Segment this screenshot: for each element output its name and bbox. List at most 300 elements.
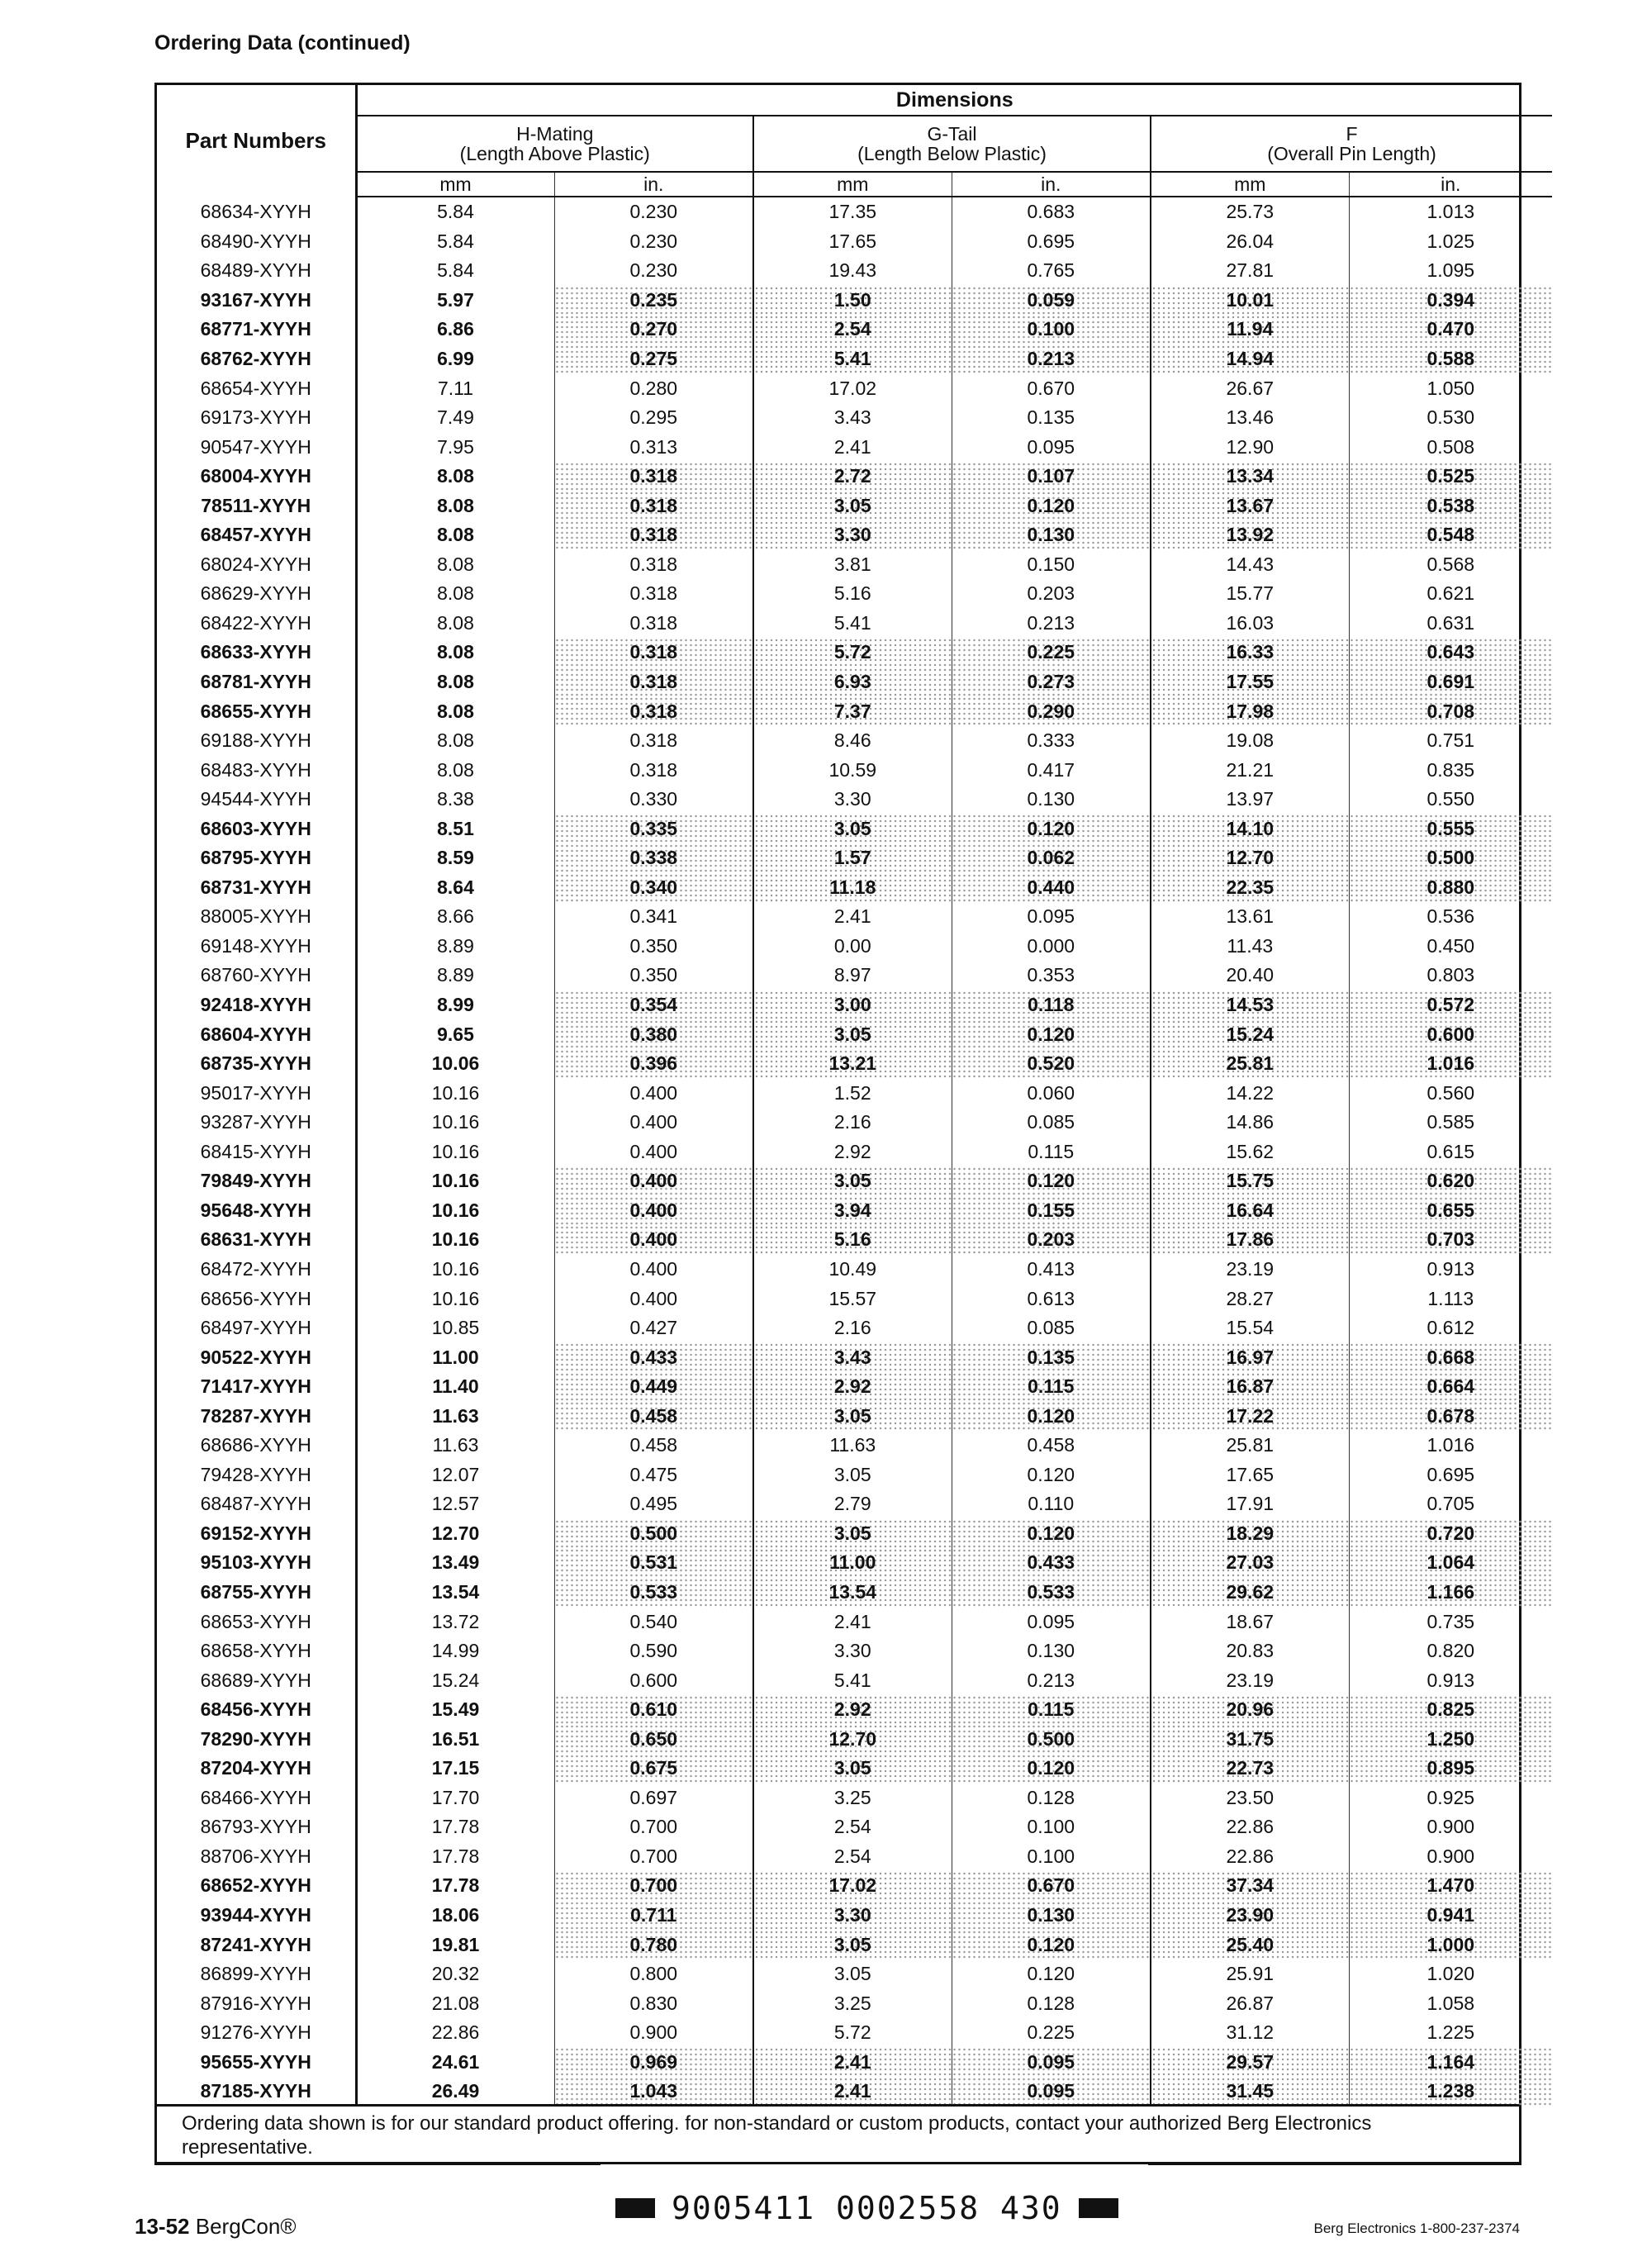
table-row [157,1313,1552,1343]
g-tail-mm-cell: 2.41 [753,2077,952,2107]
part-number-cell: 68629-XYYH [157,579,356,609]
g-tail-mm-cell: 3.05 [753,1166,952,1196]
g-tail-mm-cell: 3.25 [753,1784,952,1813]
h-mating-mm-cell: 8.08 [356,462,554,492]
f-length-mm-cell: 10.01 [1151,286,1349,316]
h-mating-in-cell: 0.900 [554,2018,753,2048]
table-row [157,2077,1552,2107]
part-number-cell: 90547-XYYH [157,432,356,462]
g-tail-mm-cell: 17.02 [753,373,952,403]
f-length-in-cell: 1.025 [1427,230,1475,252]
f-overall-header [1151,116,1552,172]
table-row [157,1959,1552,1989]
g-tail-mm-cell: 3.30 [753,1636,952,1666]
g-tail-in-cell: 0.433 [952,1548,1151,1578]
h-mating-mm-cell: 19.81 [356,1930,554,1959]
f-length-in-cell: 0.751 [1427,729,1475,752]
h-mating-in-cell: 0.533 [554,1578,753,1608]
h-mating-mm-cell: 13.54 [356,1578,554,1608]
unit-header: in. [1349,172,1552,197]
g-tail-mm-cell: 3.94 [753,1196,952,1226]
h-mating-in-cell: 0.540 [554,1607,753,1636]
table-row [157,1019,1552,1049]
g-tail-in-cell: 0.225 [952,2018,1151,2048]
g-tail-mm-cell: 2.41 [753,902,952,932]
g-tail-mm-cell: 2.16 [753,1108,952,1138]
f-length-in-cell: 0.705 [1427,1493,1475,1515]
table-row [157,256,1552,286]
part-number-cell: 68415-XYYH [157,1138,356,1167]
g-tail-in-cell: 0.290 [952,696,1151,726]
g-tail-mm-cell: 5.72 [753,638,952,667]
f-length-mm-cell: 29.57 [1151,2047,1349,2077]
h-mating-mm-cell: 11.63 [356,1431,554,1461]
table-row [157,1695,1552,1725]
f-length-mm-cell: 11.43 [1151,932,1349,962]
h-mating-mm-cell: 5.97 [356,286,554,316]
h-mating-mm-cell: 8.08 [356,667,554,697]
f-length-mm-cell: 15.54 [1151,1313,1349,1343]
f-length-mm-cell: 25.73 [1151,197,1349,227]
h-mating-mm-cell: 10.16 [356,1166,554,1196]
f-length-in-cell: 0.703 [1349,1225,1552,1255]
f-length-in-cell: 0.941 [1349,1901,1552,1931]
f-length-mm-cell: 28.27 [1151,1284,1349,1313]
h-mating-mm-cell: 7.11 [356,373,554,403]
table-body [157,197,1552,2107]
table-row [157,609,1552,639]
h-mating-mm-cell: 10.16 [356,1138,554,1167]
table-row [157,814,1552,843]
h-mating-in-cell: 0.318 [554,726,753,756]
f-length-mm-cell: 14.53 [1151,990,1349,1020]
g-tail-mm-cell: 8.46 [753,726,952,756]
part-number-cell: 79849-XYYH [157,1166,356,1196]
table-row [157,1724,1552,1754]
f-length-in-cell: 0.900 [1427,1845,1475,1867]
g-tail-in-cell: 0.695 [952,227,1151,257]
g-tail-mm-cell: 3.43 [753,1342,952,1372]
g-tail-in-cell: 0.095 [952,902,1151,932]
h-mating-mm-cell: 8.38 [356,785,554,815]
part-number-cell: 87916-XYYH [157,1988,356,2018]
f-length-mm-cell: 14.10 [1151,814,1349,843]
f-length-mm-cell: 25.81 [1151,1049,1349,1079]
h-mating-mm-cell: 11.40 [356,1372,554,1402]
f-length-in-cell: 1.113 [1427,1287,1474,1309]
f-length-mm-cell: 26.04 [1151,227,1349,257]
f-length-in-cell: 0.525 [1349,462,1552,492]
f-length-mm-cell: 31.75 [1151,1724,1349,1754]
page-footer-left [135,2214,297,2240]
g-tail-mm-cell: 3.25 [753,1988,952,2018]
part-number-cell: 68024-XYYH [157,550,356,580]
h-mating-mm-cell: 6.86 [356,315,554,344]
h-mating-mm-cell: 8.08 [356,579,554,609]
group-title: G-Tail [927,123,977,145]
part-number-cell: 95655-XYYH [157,2047,356,2077]
h-mating-in-cell: 0.458 [554,1431,753,1461]
g-tail-in-cell: 0.120 [952,1959,1151,1989]
g-tail-in-cell: 0.100 [952,1842,1151,1872]
g-tail-in-cell: 0.095 [952,2047,1151,2077]
part-number-cell: 88706-XYYH [157,1842,356,1872]
f-length-mm-cell: 11.94 [1151,315,1349,344]
f-length-mm-cell: 15.62 [1151,1138,1349,1167]
table-row [157,1049,1552,1079]
f-length-mm-cell: 13.97 [1151,785,1349,815]
h-mating-in-cell: 0.275 [554,344,753,374]
f-length-mm-cell: 23.19 [1151,1255,1349,1285]
h-mating-in-cell: 0.697 [554,1784,753,1813]
unit-header: mm [753,172,952,197]
f-length-mm-cell: 22.86 [1151,1842,1349,1872]
f-length-in-cell: 0.394 [1349,286,1552,316]
table-row [157,932,1552,962]
f-length-in-cell: 0.825 [1349,1695,1552,1725]
part-number-cell: 68487-XYYH [157,1489,356,1519]
table-row [157,315,1552,344]
group-subtitle: (Overall Pin Length) [1267,143,1436,164]
part-numbers-header: Part Numbers [157,85,356,197]
f-length-mm-cell: 16.33 [1151,638,1349,667]
h-mating-in-cell: 0.711 [554,1901,753,1931]
f-length-in-cell: 0.538 [1349,491,1552,520]
h-mating-in-cell: 0.449 [554,1372,753,1402]
part-number-cell: 93944-XYYH [157,1901,356,1931]
g-tail-in-cell: 0.095 [952,432,1151,462]
part-number-cell: 68497-XYYH [157,1313,356,1343]
table-row [157,1754,1552,1784]
g-tail-in-cell: 0.135 [952,1342,1151,1372]
table-row [157,491,1552,520]
part-number-cell: 95648-XYYH [157,1196,356,1226]
h-mating-mm-cell: 16.51 [356,1724,554,1754]
h-mating-in-cell: 0.354 [554,990,753,1020]
table-row [157,1431,1552,1461]
f-length-in-cell: 1.050 [1427,377,1475,399]
part-number-cell: 68656-XYYH [157,1284,356,1313]
g-tail-in-cell: 0.613 [952,1284,1151,1313]
part-number-cell: 79428-XYYH [157,1461,356,1490]
f-length-in-cell: 0.621 [1427,582,1475,605]
h-mating-in-cell: 0.400 [554,1078,753,1108]
f-length-mm-cell: 17.22 [1151,1401,1349,1431]
h-mating-mm-cell: 17.78 [356,1871,554,1901]
f-length-in-cell: 0.655 [1349,1196,1552,1226]
part-number-cell: 95017-XYYH [157,1078,356,1108]
f-length-in-cell: 0.450 [1427,934,1475,957]
g-tail-in-cell: 0.115 [952,1138,1151,1167]
h-mating-in-cell: 0.830 [554,1988,753,2018]
h-mating-in-cell: 0.313 [554,432,753,462]
group-subtitle: (Length Above Plastic) [459,143,650,164]
g-tail-in-cell: 0.417 [952,755,1151,785]
h-mating-mm-cell: 11.63 [356,1401,554,1431]
g-tail-mm-cell: 5.41 [753,344,952,374]
h-mating-mm-cell: 22.86 [356,2018,554,2048]
h-mating-in-cell: 0.675 [554,1754,753,1784]
g-tail-mm-cell: 11.63 [753,1431,952,1461]
f-length-in-cell: 0.536 [1427,905,1475,928]
f-length-in-cell: 0.615 [1427,1140,1475,1162]
part-number-cell: 86793-XYYH [157,1812,356,1842]
g-tail-in-cell: 0.213 [952,1665,1151,1695]
f-length-in-cell: 1.000 [1349,1930,1552,1959]
ordering-data-table [157,85,1552,2107]
f-length-in-cell: 1.013 [1427,201,1475,223]
table-row [157,1636,1552,1666]
h-mating-mm-cell: 8.08 [356,550,554,580]
g-tail-in-cell: 0.062 [952,843,1151,873]
f-length-mm-cell: 14.86 [1151,1108,1349,1138]
part-number-cell: 68686-XYYH [157,1431,356,1461]
f-length-mm-cell: 12.70 [1151,843,1349,873]
f-length-mm-cell: 20.96 [1151,1695,1349,1725]
f-length-mm-cell: 16.03 [1151,609,1349,639]
f-length-in-cell: 1.164 [1349,2047,1552,2077]
f-length-mm-cell: 26.87 [1151,1988,1349,2018]
f-length-in-cell: 0.678 [1349,1401,1552,1431]
f-length-in-cell: 0.508 [1427,435,1475,458]
g-tail-mm-cell: 2.54 [753,1812,952,1842]
g-tail-mm-cell: 19.43 [753,256,952,286]
part-number-cell: 68760-XYYH [157,961,356,990]
part-number-cell: 68689-XYYH [157,1665,356,1695]
h-mating-in-cell: 0.475 [554,1461,753,1490]
g-tail-mm-cell: 3.30 [753,1901,952,1931]
table-row [157,432,1552,462]
h-mating-mm-cell: 10.85 [356,1313,554,1343]
g-tail-in-cell: 0.213 [952,609,1151,639]
f-length-in-cell: 0.668 [1349,1342,1552,1372]
f-length-in-cell: 0.835 [1427,758,1475,781]
f-length-in-cell: 1.058 [1427,1992,1475,2014]
part-number-cell: 68771-XYYH [157,315,356,344]
h-mating-mm-cell: 8.08 [356,491,554,520]
h-mating-mm-cell: 7.95 [356,432,554,462]
h-mating-mm-cell: 18.06 [356,1901,554,1931]
h-mating-in-cell: 0.400 [554,1255,753,1285]
g-tail-in-cell: 0.060 [952,1078,1151,1108]
table-row [157,1372,1552,1402]
f-length-in-cell: 0.568 [1427,553,1475,575]
g-tail-mm-cell: 3.05 [753,491,952,520]
part-number-cell: 93167-XYYH [157,286,356,316]
part-number-cell: 93287-XYYH [157,1108,356,1138]
g-tail-mm-cell: 11.00 [753,1548,952,1578]
f-length-in-cell: 0.620 [1349,1166,1552,1196]
g-tail-in-cell: 0.130 [952,520,1151,550]
table-row [157,1519,1552,1549]
table-row [157,1108,1552,1138]
g-tail-in-cell: 0.273 [952,667,1151,697]
g-tail-in-cell: 0.085 [952,1313,1151,1343]
f-length-mm-cell: 15.77 [1151,579,1349,609]
g-tail-in-cell: 0.095 [952,2077,1151,2107]
table-row [157,785,1552,815]
table-row [157,462,1552,492]
f-length-mm-cell: 13.67 [1151,491,1349,520]
h-mating-mm-cell: 8.64 [356,873,554,903]
f-length-mm-cell: 37.34 [1151,1871,1349,1901]
g-tail-in-cell: 0.130 [952,785,1151,815]
h-mating-in-cell: 0.280 [554,373,753,403]
g-tail-in-cell: 0.120 [952,814,1151,843]
table-row [157,726,1552,756]
g-tail-in-cell: 0.100 [952,1812,1151,1842]
h-mating-in-cell: 0.230 [554,256,753,286]
f-length-in-cell: 0.555 [1349,814,1552,843]
table-row [157,344,1552,374]
g-tail-mm-cell: 2.41 [753,432,952,462]
h-mating-in-cell: 0.350 [554,932,753,962]
table-row [157,1930,1552,1959]
g-tail-in-cell: 0.120 [952,1930,1151,1959]
g-tail-in-cell: 0.533 [952,1578,1151,1608]
g-tail-mm-cell: 3.05 [753,1519,952,1549]
h-mating-mm-cell: 11.00 [356,1342,554,1372]
part-number-cell: 87185-XYYH [157,2077,356,2107]
h-mating-mm-cell: 8.51 [356,814,554,843]
f-length-in-cell: 0.708 [1349,696,1552,726]
g-tail-mm-cell: 13.54 [753,1578,952,1608]
g-tail-mm-cell: 2.92 [753,1138,952,1167]
h-mating-mm-cell: 10.16 [356,1078,554,1108]
f-length-mm-cell: 20.83 [1151,1636,1349,1666]
g-tail-in-cell: 0.135 [952,403,1151,433]
h-mating-mm-cell: 8.08 [356,609,554,639]
f-length-in-cell: 1.470 [1349,1871,1552,1901]
part-number-cell: 68466-XYYH [157,1784,356,1813]
page-heading: Ordering Data (continued) [154,31,411,55]
h-mating-mm-cell: 8.59 [356,843,554,873]
part-number-cell: 69152-XYYH [157,1519,356,1549]
f-length-in-cell: 0.600 [1349,1019,1552,1049]
g-tail-mm-cell: 2.54 [753,1842,952,1872]
f-length-mm-cell: 22.35 [1151,873,1349,903]
g-tail-in-cell: 0.225 [952,638,1151,667]
h-mating-in-cell: 0.600 [554,1665,753,1695]
h-mating-mm-cell: 10.16 [356,1196,554,1226]
h-mating-mm-cell: 12.07 [356,1461,554,1490]
part-number-cell: 68456-XYYH [157,1695,356,1725]
bottom-rule-left [154,2163,601,2165]
table-row [157,1842,1552,1872]
g-tail-in-cell: 0.203 [952,1225,1151,1255]
g-tail-mm-cell: 3.05 [753,814,952,843]
g-tail-in-cell: 0.118 [952,990,1151,1020]
h-mating-mm-cell: 8.08 [356,638,554,667]
h-mating-mm-cell: 15.24 [356,1665,554,1695]
g-tail-in-cell: 0.115 [952,1372,1151,1402]
f-length-in-cell: 0.913 [1427,1669,1475,1691]
table-row [157,1812,1552,1842]
f-length-mm-cell: 15.24 [1151,1019,1349,1049]
h-mating-mm-cell: 8.66 [356,902,554,932]
f-length-in-cell: 0.895 [1349,1754,1552,1784]
part-number-cell: 68655-XYYH [157,696,356,726]
h-mating-mm-cell: 13.72 [356,1607,554,1636]
g-tail-mm-cell: 15.57 [753,1284,952,1313]
table-row [157,696,1552,726]
part-number-cell: 68004-XYYH [157,462,356,492]
part-number-cell: 92418-XYYH [157,990,356,1020]
h-mating-in-cell: 0.341 [554,902,753,932]
f-length-mm-cell: 18.29 [1151,1519,1349,1549]
table-row [157,638,1552,667]
table-row [157,403,1552,433]
h-mating-mm-cell: 8.08 [356,726,554,756]
f-length-mm-cell: 25.81 [1151,1431,1349,1461]
h-mating-mm-cell: 20.32 [356,1959,554,1989]
g-tail-mm-cell: 3.05 [753,1401,952,1431]
table-row [157,1665,1552,1695]
h-mating-mm-cell: 17.15 [356,1754,554,1784]
g-tail-mm-cell: 17.35 [753,197,952,227]
h-mating-in-cell: 0.318 [554,520,753,550]
f-length-mm-cell: 22.86 [1151,1812,1349,1842]
g-tail-in-cell: 0.413 [952,1255,1151,1285]
part-number-cell: 78290-XYYH [157,1724,356,1754]
h-mating-mm-cell: 15.49 [356,1695,554,1725]
table-row [157,1461,1552,1490]
h-mating-in-cell: 0.318 [554,755,753,785]
part-number-cell: 68490-XYYH [157,227,356,257]
h-mating-mm-cell: 17.78 [356,1842,554,1872]
page-footer-right: Berg Electronics 1-800-237-2374 [1313,2221,1520,2236]
table-row [157,1871,1552,1901]
g-tail-in-cell: 0.520 [952,1049,1151,1079]
table-row [157,1225,1552,1255]
f-length-in-cell: 1.095 [1427,259,1475,282]
table-row [157,1988,1552,2018]
f-length-in-cell: 0.880 [1349,873,1552,903]
part-number-cell: 88005-XYYH [157,902,356,932]
g-tail-mm-cell: 2.41 [753,2047,952,2077]
g-tail-mm-cell: 17.02 [753,1871,952,1901]
h-mating-in-cell: 1.043 [554,2077,753,2107]
g-tail-mm-cell: 2.72 [753,462,952,492]
part-number-cell: 71417-XYYH [157,1372,356,1402]
g-tail-in-cell: 0.203 [952,579,1151,609]
f-length-in-cell: 0.913 [1427,1257,1475,1280]
h-mating-in-cell: 0.400 [554,1284,753,1313]
f-length-in-cell: 1.064 [1349,1548,1552,1578]
part-number-cell: 68604-XYYH [157,1019,356,1049]
g-tail-mm-cell: 12.70 [753,1724,952,1754]
part-number-cell: 87204-XYYH [157,1754,356,1784]
g-tail-in-cell: 0.130 [952,1901,1151,1931]
h-mating-mm-cell: 8.08 [356,696,554,726]
h-mating-mm-cell: 8.99 [356,990,554,1020]
h-mating-in-cell: 0.396 [554,1049,753,1079]
table-row [157,1166,1552,1196]
g-tail-mm-cell: 1.57 [753,843,952,873]
h-mating-in-cell: 0.427 [554,1313,753,1343]
table-row [157,286,1552,316]
f-length-mm-cell: 29.62 [1151,1578,1349,1608]
part-number-cell: 78287-XYYH [157,1401,356,1431]
g-tail-mm-cell: 3.05 [753,1754,952,1784]
h-mating-in-cell: 0.495 [554,1489,753,1519]
f-length-mm-cell: 13.34 [1151,462,1349,492]
g-tail-mm-cell: 1.52 [753,1078,952,1108]
f-length-mm-cell: 20.40 [1151,961,1349,990]
g-tail-mm-cell: 5.16 [753,579,952,609]
h-mating-mm-cell: 8.89 [356,932,554,962]
g-tail-mm-cell: 5.41 [753,1665,952,1695]
